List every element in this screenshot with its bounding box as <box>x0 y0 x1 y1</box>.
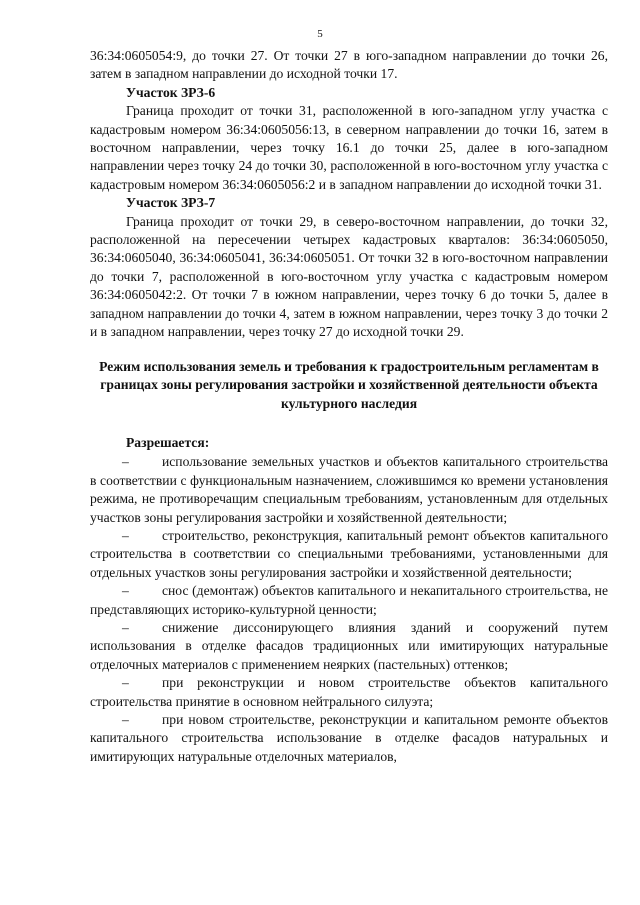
dash-marker: – <box>122 527 129 543</box>
dash-marker: – <box>122 675 129 691</box>
dash-marker: – <box>122 619 129 635</box>
list-item <box>90 453 608 527</box>
subheading-zrz-7: Участок ЗРЗ-7 <box>126 195 216 211</box>
list-item-text: использование земельных участков и объектов капитального строительства в соответствии с функциональным назначением, сложившимся ко времени установления режима, не противоречащим специальным требованиям, установленным для отдельных участков зоны регулирования застройки и хозяйственной деятельности; <box>90 454 608 525</box>
dash-marker: – <box>122 583 129 599</box>
document-body <box>90 47 608 766</box>
allowed-label: Разрешается: <box>126 434 210 450</box>
list-item <box>90 674 608 711</box>
section-heading: Режим использования земель и требования к градостроительным регламентам в границах зоны регулирования застройки и хозяйственной деятельности объекта культурного наследия <box>99 358 599 412</box>
list-item-text: при реконструкции и новом строительстве объектов капитального строительства принятие в основном нейтрального силуэта; <box>90 675 608 709</box>
list-item-text: при новом строительстве, реконструкции и капитальном ремонте объектов капитального строительства использование в отделке фасадов натуральных и имитирующих натуральные отделочных материалов, <box>90 711 608 764</box>
paragraph-zrz-6: Граница проходит от точки 31, расположенной в юго-западном углу участка с кадастровым номером 36:34:0605056:13, в северном направлении до точки 16, затем в восточном направлении, через точку 16.1 до точки 25, далее в юго-западном направлении через точку 24 до точки 30, расположенной в юго-восточном углу участка с кадастровым номером 36:34:0605056:2 и в западном направлении до исходной точки 31. <box>90 103 608 192</box>
list-item-text: снижение диссонирующего влияния зданий и сооружений путем использования в отделке фасадов традиционных или имитирующих натуральные отделочных материалов с применением неярких (пастельных) оттенков; <box>90 619 608 672</box>
paragraph-zrz-7: Граница проходит от точки 29, в северо-восточном направлении, до точки 32, расположенной на пересечении четырех кадастровых кварталов: 36:34:0605050, 36:34:0605040, 36:34:0605041, 36:34:0605051. От точки 32 в юго-восточном направлении до точки 7, расположенной в юго-восточном углу участка с кадастровым номером 36:34:0605042:2. От точки 7 в южном направлении, через точку 6 до точки 5, далее в западном направлении до точки 4, затем в южном направлении, через точку 3 до точки 2 и в западном направлении, через точку 27 до исходной точки 29. <box>90 213 608 340</box>
list-item <box>90 582 608 619</box>
list-item-text: строительство, реконструкция, капитальный ремонт объектов капитального строительства в соответствии со специальными требованиями, установленными для отдельных участков зоны регулирования застройки и хозяйственной деятельности; <box>90 527 608 580</box>
list-item-text: снос (демонтаж) объектов капитального и некапитального строительства, не представляющих историко-культурной ценности; <box>90 583 608 617</box>
dash-marker: – <box>122 454 129 470</box>
list-item <box>90 711 608 766</box>
list-item <box>90 527 608 582</box>
dash-marker: – <box>122 711 129 727</box>
page-number: 5 <box>317 28 323 40</box>
list-item <box>90 619 608 674</box>
subheading-zrz-6: Участок ЗРЗ-6 <box>126 84 216 100</box>
paragraph-continuation: 36:34:0605054:9, до точки 27. От точки 27 в юго-западном направлении до точки 26, затем в западном направлении до исходной точки 17. <box>90 48 608 82</box>
